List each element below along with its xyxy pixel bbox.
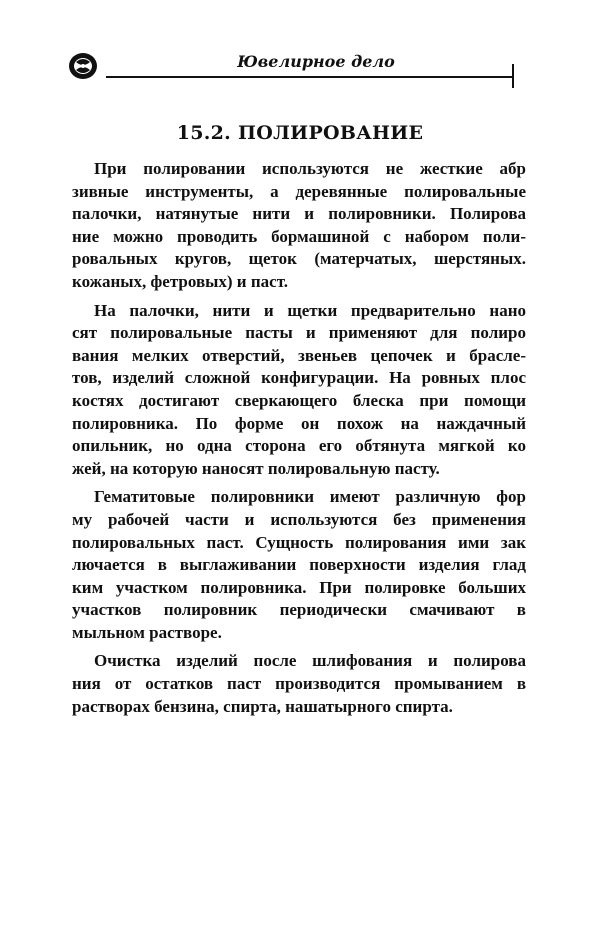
paragraph-3-line: полировальных паст. Сущность полирования ими зак: [72, 532, 526, 552]
paragraph-4-line: Очистка изделий после шлифования и полирова: [94, 651, 526, 671]
paragraph-3-line: лючается в выглаживании поверхности изделия глад: [72, 555, 526, 575]
header-divider-end: [512, 64, 514, 88]
running-header-title: Ювелирное дело: [237, 52, 395, 71]
header-divider: [106, 76, 514, 78]
paragraph-2-line: жей, на которую наносят полировальную пасту.: [72, 458, 440, 478]
paragraph-1-line: зивные инструменты, а деревянные полировальные: [72, 181, 526, 201]
paragraph-2-line: костях достигают сверкающего блеска при помощи: [72, 390, 526, 410]
paragraph-3-line: участков полировник периодически смачивают в: [72, 600, 526, 620]
paragraph-3-line: Гематитовые полировники имеют различную фор: [94, 487, 526, 507]
paragraph-2-line: На палочки, нити и щетки предварительно нано: [94, 300, 526, 320]
section-title: 15.2. ПОЛИРОВАНИЕ: [176, 122, 424, 144]
ornament-logo-icon: [66, 50, 100, 82]
paragraph-1-line: При полировании используются не жесткие абр: [94, 159, 526, 178]
paragraph-4-line: ния от остатков паст производится промыванием в: [72, 674, 526, 694]
paragraph-3-line: му рабочей части и используются без применения: [72, 509, 526, 529]
paragraph-2-line: тов, изделий сложной конфигурации. На ровных плос: [72, 368, 526, 388]
paragraph-1-line: ние можно проводить бормашиной с набором поли-: [72, 226, 526, 246]
paragraph-4-line: растворах бензина, спирта, нашатырного спирта.: [72, 696, 453, 716]
paragraph-3-line: мыльном растворе.: [72, 622, 222, 642]
paragraph-3-line: ким участком полировника. При полировке больших: [72, 577, 526, 597]
paragraph-1-line: кожаных, фетровых) и паст.: [72, 271, 289, 291]
running-header: [66, 50, 526, 92]
body-text: [72, 158, 526, 718]
paragraph-2-line: полировника. По форме он похож на наждачный: [72, 413, 526, 433]
paragraph-2-line: опильник, но одна сторона его обтянута мягкой ко: [72, 436, 526, 456]
paragraph-1-line: ровальных кругов, щеток (матерчатых, шерстяных.: [72, 249, 526, 269]
paragraph-1-line: палочки, натянутые нити и полировники. Полирова: [72, 204, 526, 224]
paragraph-2-line: вания мелких отверстий, звеньев цепочек и брасле-: [72, 345, 526, 365]
paragraph-2-line: сят полировальные пасты и применяют для полиро: [72, 323, 526, 343]
